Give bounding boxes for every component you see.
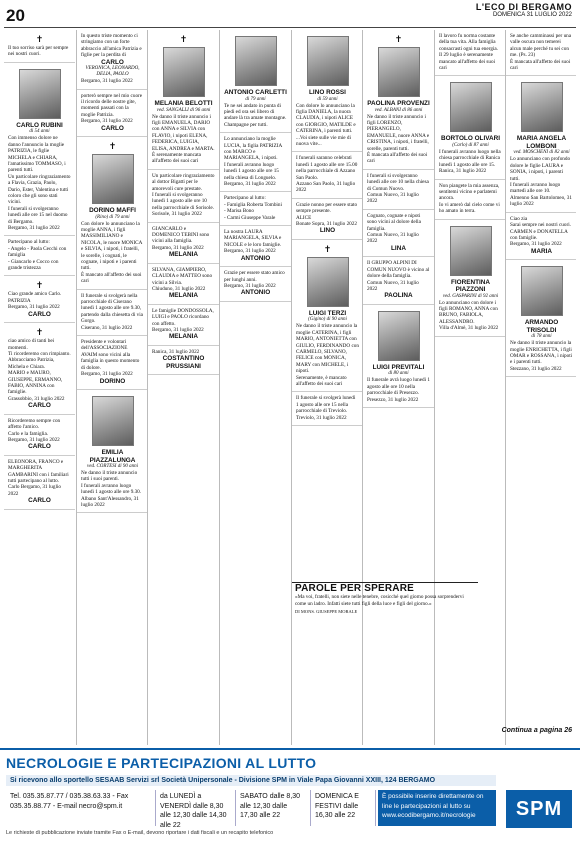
notice-text: Ti ricorderemo con rimpianto. (8, 350, 71, 357)
notice-text: Azzano San Paolo, 31 luglio 2022 (296, 180, 356, 194)
notice-text: I funerali si svolgeranno lunedì 1 agosto alle ore 10 nella parrocchiale di Sorisole. (152, 191, 214, 211)
notice-text: GIANCARLO e DOMENICO TEBINI sono vicini alla famiglia. (152, 225, 210, 245)
notice-text: Almenno San Bartolomeo, 31 luglio 2022 (510, 194, 572, 208)
notice-text: Ciserano, 31 luglio 2022 (81, 324, 133, 331)
obituary-notice (506, 260, 576, 377)
notice-text: Champagne per tutti. (224, 121, 268, 128)
column-1 (4, 30, 75, 745)
notice-text: CARMEN e DONATELLA con famiglie. (510, 228, 568, 241)
obituary-notice (435, 30, 506, 76)
notice-text: Bergamo, 31 luglio 2022 (8, 304, 60, 311)
obituary-notice (220, 133, 291, 192)
notice-text: - Giancarlo e Cocco con grande tristezza (8, 258, 59, 272)
notice-text: Cognato, cognate e nipoti sono vicini al dolore della famiglia. (367, 212, 421, 232)
portrait-photo (450, 226, 492, 276)
notice-text: Sorisole, 31 luglio 2022 (152, 211, 202, 218)
obituary-notice (77, 90, 148, 138)
deceased-name: LUIGI PREVITALI (372, 363, 425, 371)
page-number: 20 (6, 6, 25, 25)
notice-text: Bergamo, 31 luglio 2022 (224, 282, 276, 289)
obituary-notice (292, 199, 363, 240)
notice-text: Lo annunciano con dolore i figli ROMANO, ANNA con BRUNO, FABIOLA, ALESSANDRO. (439, 299, 498, 325)
obituary-notice (4, 323, 75, 415)
obituary-notice (292, 240, 363, 393)
deceased-name: MELANIA (168, 292, 199, 300)
obituary-notice (148, 30, 219, 170)
issue-date: DOMENICA 31 LUGLIO 2022 (492, 11, 572, 18)
cross-icon: ✝ (35, 34, 44, 44)
deceased-name: CARLO (101, 58, 124, 66)
notice-text: Il tuo sorriso sarà per sempre nei nostri cuori. (8, 45, 69, 58)
notice-text: Ne danno il triste annuncio i figli EMANUELA, DARIO con ANNA e SILVIA con FLAVIO, i nipoti ELENA, FEDERICA, LUIGIA, ELISA, ANDREA e MARTA. (152, 113, 215, 152)
notice-text: I funerali avranno luogo nella chiesa parrocchiale di Ranica lunedì 1 agosto alle ore 15. (439, 148, 501, 168)
notice-text: Bergamo, 31 luglio 2022 (224, 248, 276, 255)
notice-text: - Famiglia Roberta Tombini (224, 201, 282, 208)
banner-info: Si ricevono allo sportello SESAAB Servizi srl Società Unipersonale - Divisione SPM in Viale Papa Giovanni XXIII, 124 BERGAMO (6, 775, 496, 786)
obituary-notice (363, 305, 434, 408)
notice-text: Bergamo, 31 luglio 2022 (152, 327, 204, 334)
deceased-subtitle: (Gigino) di 90 anni (308, 317, 347, 323)
deceased-subtitle: di 59 anni (317, 96, 338, 102)
notice-text: Bonate Sopra, 31 luglio 2022 (296, 221, 357, 227)
notice-text: Partecipano al lutto: (224, 195, 266, 202)
obituary-notice (435, 220, 506, 337)
deceased-name: MELANIA BELOTTI (154, 100, 213, 107)
notice-text: Presidente e volontari dell'ASSOCIAZIONE AVAIM sono vicini alla famiglia in questo momento di dolore. (81, 339, 140, 371)
header-rule (4, 27, 576, 28)
notice-text: Bergamo, 31 luglio 2022 (81, 78, 133, 85)
obituary-notice (220, 30, 291, 133)
column-3 (147, 30, 219, 745)
deceased-subtitle: di 78 anni (531, 334, 552, 340)
deceased-subtitle: ved. SANGALLI di 96 anni (156, 107, 211, 113)
deceased-name: ARMANDO TRISOLDI (524, 319, 559, 334)
obituary-notice (4, 456, 75, 510)
notice-text: In questo triste momento ci stringiamo con un forte abbraccio all'amica Patrizia e figlie per la perdita di (81, 33, 142, 59)
notice-text: Un particolare ringraziamento al dottor Bigatti per le amorevoli cure prestate. (152, 172, 215, 192)
notice-text: Abbracciamo Patrizia, Michela e Chiara. (8, 357, 55, 370)
notice-text: È mancata all'affetto dei suoi cari (510, 58, 571, 72)
newspaper-name: L'ECO DI BERGAMO (475, 2, 572, 12)
obituary-notice (4, 30, 75, 63)
deceased-name: MELANIA (168, 333, 199, 341)
obituary-notice (4, 276, 75, 323)
notice-text: Grassobbio, 31 luglio 2022 (8, 395, 65, 402)
notice-text: Comun Nuovo, 31 luglio 2022 (367, 191, 419, 205)
cross-icon: ✝ (108, 141, 117, 152)
notice-text: Carlo Bergamo, 31 luglio 2022 (8, 484, 61, 497)
notice-text: Bergamo, 31 luglio 2022 (152, 244, 204, 251)
portrait-photo (92, 154, 134, 204)
deceased-name: MELANIA (168, 251, 199, 259)
notice-text: ciao amico di tanti bei momenti. (8, 338, 55, 351)
deceased-subtitle: (Carlo) di 87 anni (452, 142, 489, 148)
obituary-notice (220, 226, 291, 267)
notice-text: Partecipano al lutto: (8, 239, 50, 246)
notice-text: Il 29 luglio è serenamente mancato all'affetto dei suoi cari (439, 52, 496, 72)
deceased-name: LINO (319, 227, 336, 235)
notice-text: Ricorderemo sempre con affetto l'amico. (8, 417, 61, 431)
notice-text: Chiuduno, 31 luglio 2022 (152, 285, 206, 292)
deceased-name: DORINO MAFFI (89, 207, 136, 215)
notice-text: Ne danno il triste annuncio i figli LORENZO, PIERANGELO, EMANUELE, nuore ANNA e CRISTINA, i nipoti, i fratelli, sorelle, parenti tutti. (367, 113, 430, 152)
portrait-photo (19, 69, 61, 119)
deceased-subtitle: ved. MOSCHENI di 82 anni (513, 150, 570, 156)
portrait-photo (307, 257, 349, 307)
deceased-subtitle: ved. CORTESI di 90 anni (87, 464, 138, 469)
notice-text: Lo annunciano la moglie LUCIA, la figlia PATRIZIA con MARCO e MARIANGELA, i nipoti. (224, 136, 283, 162)
parole-text: «Ma voi, fratelli, non siete nelle tenebre, cosicché quel giorno possa sorprendervi come un ladro. Infatti siete tutti figli della luce e figli del giorno.» (295, 594, 464, 607)
notice-text: Stezzano, 31 luglio 2022 (510, 365, 562, 372)
deceased-subtitle: di 79 anni (245, 96, 266, 102)
portrait-photo (521, 266, 563, 316)
masthead (476, 4, 572, 18)
notice-text: ELEONORA, FRANCO e MARGHERITA GAMBARINI con i familiari tutti partecipano al lutto. (8, 458, 69, 485)
obituary-notice (148, 305, 219, 346)
obituary-notice (148, 170, 219, 223)
notice-text: Con immenso dolore ne danno l'annuncio la moglie PATRIZIA, le figlie MICHELA e CHIARA, l'amatissimo TOMMASO, i parenti tutti. (8, 135, 66, 174)
obituary-notice (220, 192, 291, 226)
notice-text: I funerali si svolgeranno lunedì alle ore 10 nella chiesa di Comun Nuovo. (367, 172, 429, 192)
obituary-notice (435, 76, 506, 179)
obituary-notice (4, 236, 75, 276)
cross-icon: ✝ (394, 34, 403, 44)
obituary-notice (435, 180, 506, 220)
column-8 (505, 30, 576, 745)
obituary-notice (4, 415, 75, 456)
deceased-name: ANTONIO (240, 289, 271, 297)
notice-text: Serenamente, è mancato all'affetto dei suoi cari (296, 374, 347, 388)
banner-contacts (6, 790, 496, 829)
notice-text: Bergamo, 31 luglio 2022 (81, 371, 133, 378)
notice-text: La nostra LAURA MARIANGELA, SILVIA e NICOLE e le loro famiglie. (224, 229, 282, 248)
parole-footer: DI MONS. GIUSEPPE MORALE (295, 609, 358, 615)
notice-text: I funerali avranno luogo lunedì 1 agosto alle ore 9.30. (81, 482, 142, 496)
deceased-name: MARIA (531, 247, 552, 255)
notice-text: I funerali avranno luogo martedì alle ore 10. (510, 182, 561, 195)
obituary-notice (506, 30, 576, 76)
hours-sunday: DOMENICA E FESTIVI dalle 16,30 alle 22 (311, 790, 376, 826)
notice-text: MARIO e MAURO, GIUSEPPE, ERMANNO, FABIO, ANNINA con famiglie. (8, 370, 63, 396)
portrait-photo (450, 82, 492, 132)
notice-text: I funerali saranno celebrati lunedì 1 agosto alle ore 15.00 nella parrocchiale di Azzano San Paolo. (296, 155, 358, 181)
notice-text: Non piangete la mia assenza, sentitemi vicino e parlatemi ancora. (439, 182, 500, 202)
deceased-name: CARLO (101, 124, 124, 132)
notice-text: È mancata all'affetto dei suoi cari (367, 151, 428, 165)
notice-text: Presezzo, 31 luglio 2022 (367, 396, 419, 403)
deceased-name: CARLO (28, 310, 51, 318)
deceased-name: LINA (391, 244, 406, 252)
notice-text: Ciao grande amico Carlo. (8, 291, 62, 298)
deceased-subtitle: (Rino) di 79 anni (95, 214, 130, 220)
notice-text: Ranica, 31 luglio 2022 (439, 168, 487, 175)
deceased-name: FIORENTINA PIAZZONI (450, 278, 491, 294)
obituary-notice (292, 152, 363, 198)
online-link[interactable]: È possibile inserire direttamente on line le partecipazioni al lutto su www.ecodibergamo.it/necrologie (378, 790, 496, 826)
notice-text: Se anche camminassi per una valle oscura non temerei alcun male perché tu sei con me. (Ps. 23) (510, 33, 572, 59)
portrait-photo (378, 311, 420, 361)
obituary-notice (363, 257, 434, 305)
deceased-name: CARLO RUBINI (16, 121, 63, 129)
cross-icon: ✝ (179, 34, 188, 44)
notice-text: Le famiglie DONDOSSOLA, LUIGI e PAOLO ricordano con affetto. (152, 307, 214, 327)
notice-text: Con dolore lo annunciano la moglie ANNA, i figli MASSIMILIANO e NICOLA, le nuore MONICA e SILVIA, i nipoti, i fratelli, le sorelle, i cognati, le cognate, i nipoti e i parenti tutti. (81, 220, 143, 272)
obituary-notice (77, 390, 148, 513)
notice-text: Il lavoro fu norma costante della tua vita. Alla famiglia consacrasti ogni tua energia. (439, 33, 498, 52)
obituary-notice (506, 213, 576, 261)
obituary-columns (4, 30, 576, 745)
notice-text: Bergamo, 31 luglio 2022 (8, 225, 60, 231)
deceased-subtitle: ved. ALBANI di 86 anni (374, 107, 423, 113)
notice-text: Lo annunciano con profondo dolore le figlie LAURA e SONIA, i nipoti, i parenti tutti. (510, 156, 571, 182)
deceased-name: PAOLINA (384, 292, 413, 300)
notice-text: Treviolo, 31 luglio 2022 (296, 414, 347, 421)
deceased-name: DORINO (99, 377, 126, 385)
page-header (0, 0, 580, 28)
notice-text: Bergamo, 31 luglio 2022 (81, 118, 133, 125)
column-2 (76, 30, 148, 745)
notice-text: È mancato all'affetto dei suoi cari (81, 271, 142, 285)
notice-text: ...Voi siete sulle vie mie di nuova vite... (296, 134, 351, 147)
parole-title: PAROLE PER SPERARE (295, 583, 414, 594)
deceased-name: ANTONIO CARLETTI (224, 89, 287, 96)
obituary-notice (4, 63, 75, 237)
cross-icon: ✝ (35, 280, 44, 291)
portrait-photo (378, 47, 420, 97)
deceased-subtitle: di 80 anni (388, 371, 409, 377)
obituary-notice (77, 30, 148, 90)
notice-text: Con dolore lo annunciano la figlia DANIELA, la nuora CLAUDIA, i nipoti ALICE con GIORGIO, MATILDE e CATERINA, i parenti tutti. (296, 102, 356, 135)
notice-text: Carlo e la famiglia. (8, 430, 49, 437)
portrait-photo (92, 396, 134, 446)
necrology-banner (0, 748, 580, 851)
notice-text: Il funerale si svolgerà lunedì 1 agosto alle ore 15 nella parrocchiale di Treviolo. (296, 395, 356, 415)
notice-text: Ne danno il triste annuncio la moglie ENRICHETTA, i figli OMAR e ROSSANA, i nipoti e i parenti tutti. (510, 340, 573, 366)
obituary-notice (363, 30, 434, 170)
hours-saturday: SABATO dalle 8,30 alle 12,30 dalle 17,30 alle 22 (236, 790, 311, 826)
deceased-subtitle: di 54 anni (29, 129, 50, 135)
banner-note: Le richieste di pubblicazione inviate tramite Fax o E-mail, devono riportare i dati fiscali e un recapito telefonico (6, 830, 274, 836)
obituary-notice (148, 346, 219, 375)
notice-text: Comun Nuovo, 31 luglio 2022 (367, 232, 419, 245)
notice-text: Te ne sei andato in punta di piedi ed ora sei libero di andare là tra amate montagne. (224, 102, 287, 122)
notice-text: Un particolare ringraziamento a Flavia, Grazia, Paolo, Dario, Ester, Valentina e tutti coloro che gli sono stati vicini. (8, 173, 71, 206)
portrait-photo (235, 36, 277, 86)
notice-text: È serenamente mancata all'affetto dei suoi cari (152, 151, 201, 165)
contact-phone: Tel. 035.35.87.77 / 035.38.63.33 - Fax 035.35.88.77 - E-mail necro@spm.it (6, 790, 156, 826)
cross-icon: ✝ (35, 327, 44, 338)
obituary-notice (292, 392, 363, 426)
deceased-name: COSTANTINO PRUSSIANI (162, 355, 205, 370)
deceased-subtitle: VERONICA, LEONARDO, DELIA, PAOLO (85, 66, 140, 78)
notice-text: Ne danno il triste annuncio tutti i suoi parenti. (81, 470, 138, 483)
notice-text: Bergamo, 31 luglio 2022 (8, 436, 60, 443)
obituary-notice (220, 267, 291, 302)
obituary-notice (363, 170, 434, 210)
notice-text: Bergamo, 31 luglio 2022 (224, 180, 276, 187)
notice-text: Comun Nuovo, 31 luglio 2022 (367, 279, 419, 292)
portrait-photo (163, 47, 205, 97)
obituary-notice (292, 30, 363, 152)
notice-text: Grazie nonno per essere stato sempre presente. (296, 201, 358, 215)
deceased-name: EMILIA PIAZZALUNGA (89, 449, 136, 464)
deceased-name: CARLO (28, 497, 51, 505)
obituary-notice (148, 223, 219, 264)
notice-text: Ranica, 31 luglio 2022 (152, 348, 200, 355)
notice-text: Villa d'Almè, 31 luglio 2022 (439, 325, 499, 332)
obituary-notice (148, 264, 219, 305)
notice-text: PATRIZIA (8, 297, 31, 304)
obituary-notice (363, 210, 434, 258)
obituary-notice (77, 336, 148, 390)
notice-text: I funerali si svolgeranno lunedì alle ore 15 nel duomo di Bergamo. (8, 205, 68, 225)
deceased-name: ANTONIO (240, 254, 271, 262)
notice-text: - Marisa Bono (224, 208, 254, 215)
notice-text: - Angelo - Paola Cecchi con famiglia (8, 245, 67, 259)
deceased-name: MARIA ANGELA LOMBONI (516, 135, 567, 150)
notice-text: Il funerale si svolgerà nella parrocchiale di Ciserano lunedì 1 agosto alle ore 9.30, partendo dalla chiesetta di via Gorgo. (81, 292, 143, 325)
notice-text: I funerali avranno luogo lunedì 1 agosto alle ore 15 nella chiesa di Longuelo. (224, 161, 279, 181)
notice-text: Ciao zia (510, 215, 528, 222)
notice-text: Il funerale avrà luogo lunedì 1 agosto alle ore 10 nella parrocchiale di Presezzo. (367, 377, 430, 397)
obituary-notice (506, 76, 576, 212)
portrait-photo (521, 82, 563, 132)
cross-icon: ✝ (323, 243, 332, 254)
notice-text: ALICE (296, 214, 312, 221)
hours-weekday: da LUNEDÌ a VENERDÌ dalle 8,30 alle 12,30 dalle 14,30 alle 22 (156, 790, 236, 826)
portrait-photo (307, 36, 349, 86)
notice-text: porterò sempre nel mio cuore il ricordo delle nostre gite, momenti passati con la moglie Patrizia. (81, 92, 143, 118)
column-4 (219, 30, 291, 745)
deceased-name: CARLO (28, 443, 51, 451)
notice-text: Grazie per essere stato amico per lunghi anni. (224, 270, 285, 283)
deceased-name: LUIGI TERZI (308, 309, 347, 317)
obituary-notice (77, 290, 148, 336)
notice-text: Albano Sant'Alessandro, 31 luglio 2022 (81, 495, 139, 509)
deceased-name: PAOLINA PROVENZI (367, 100, 430, 107)
notice-text: SILVANA, GIAMPIERO, CLAUDIA e MATTEO sono vicini a Silvia. (152, 266, 213, 286)
deceased-name: BORTOLO OLIVARI (440, 135, 501, 143)
notice-text: - Carmi Giuseppe Varale (224, 214, 276, 221)
deceased-name: LINO ROSSI (309, 89, 346, 96)
notice-text: Bergamo, 31 luglio 2022 (510, 241, 562, 248)
continued-note: Continua a pagina 26 (501, 727, 572, 734)
notice-text: Il GRUPPO ALPINI DI COMUN NUOVO è vicino al dolore della famiglia. (367, 260, 430, 280)
banner-title: NECROLOGIE E PARTECIPAZIONI AL LUTTO (6, 755, 317, 771)
spm-logo: SPM (506, 790, 572, 828)
notice-text: Ne danno il triste annuncio la moglie CATERINA, i figli MARIO, ANTONIETTA con GIULIO, FERDINANDO con CARMELO, SILVANO, FELICE con MONICA, MARY con MICHELE, i nipoti. (296, 323, 359, 375)
notice-text: Io vi amerò dal cielo come vi ho amato in terra. (439, 201, 500, 215)
obituary-notice (77, 137, 148, 290)
parole-box (292, 582, 478, 715)
deceased-subtitle: ved. GASPARINI di 92 anni (442, 293, 499, 299)
notice-text: Sarai sempre nei nostri cuori. (510, 222, 571, 229)
deceased-name: CARLO (28, 402, 51, 410)
